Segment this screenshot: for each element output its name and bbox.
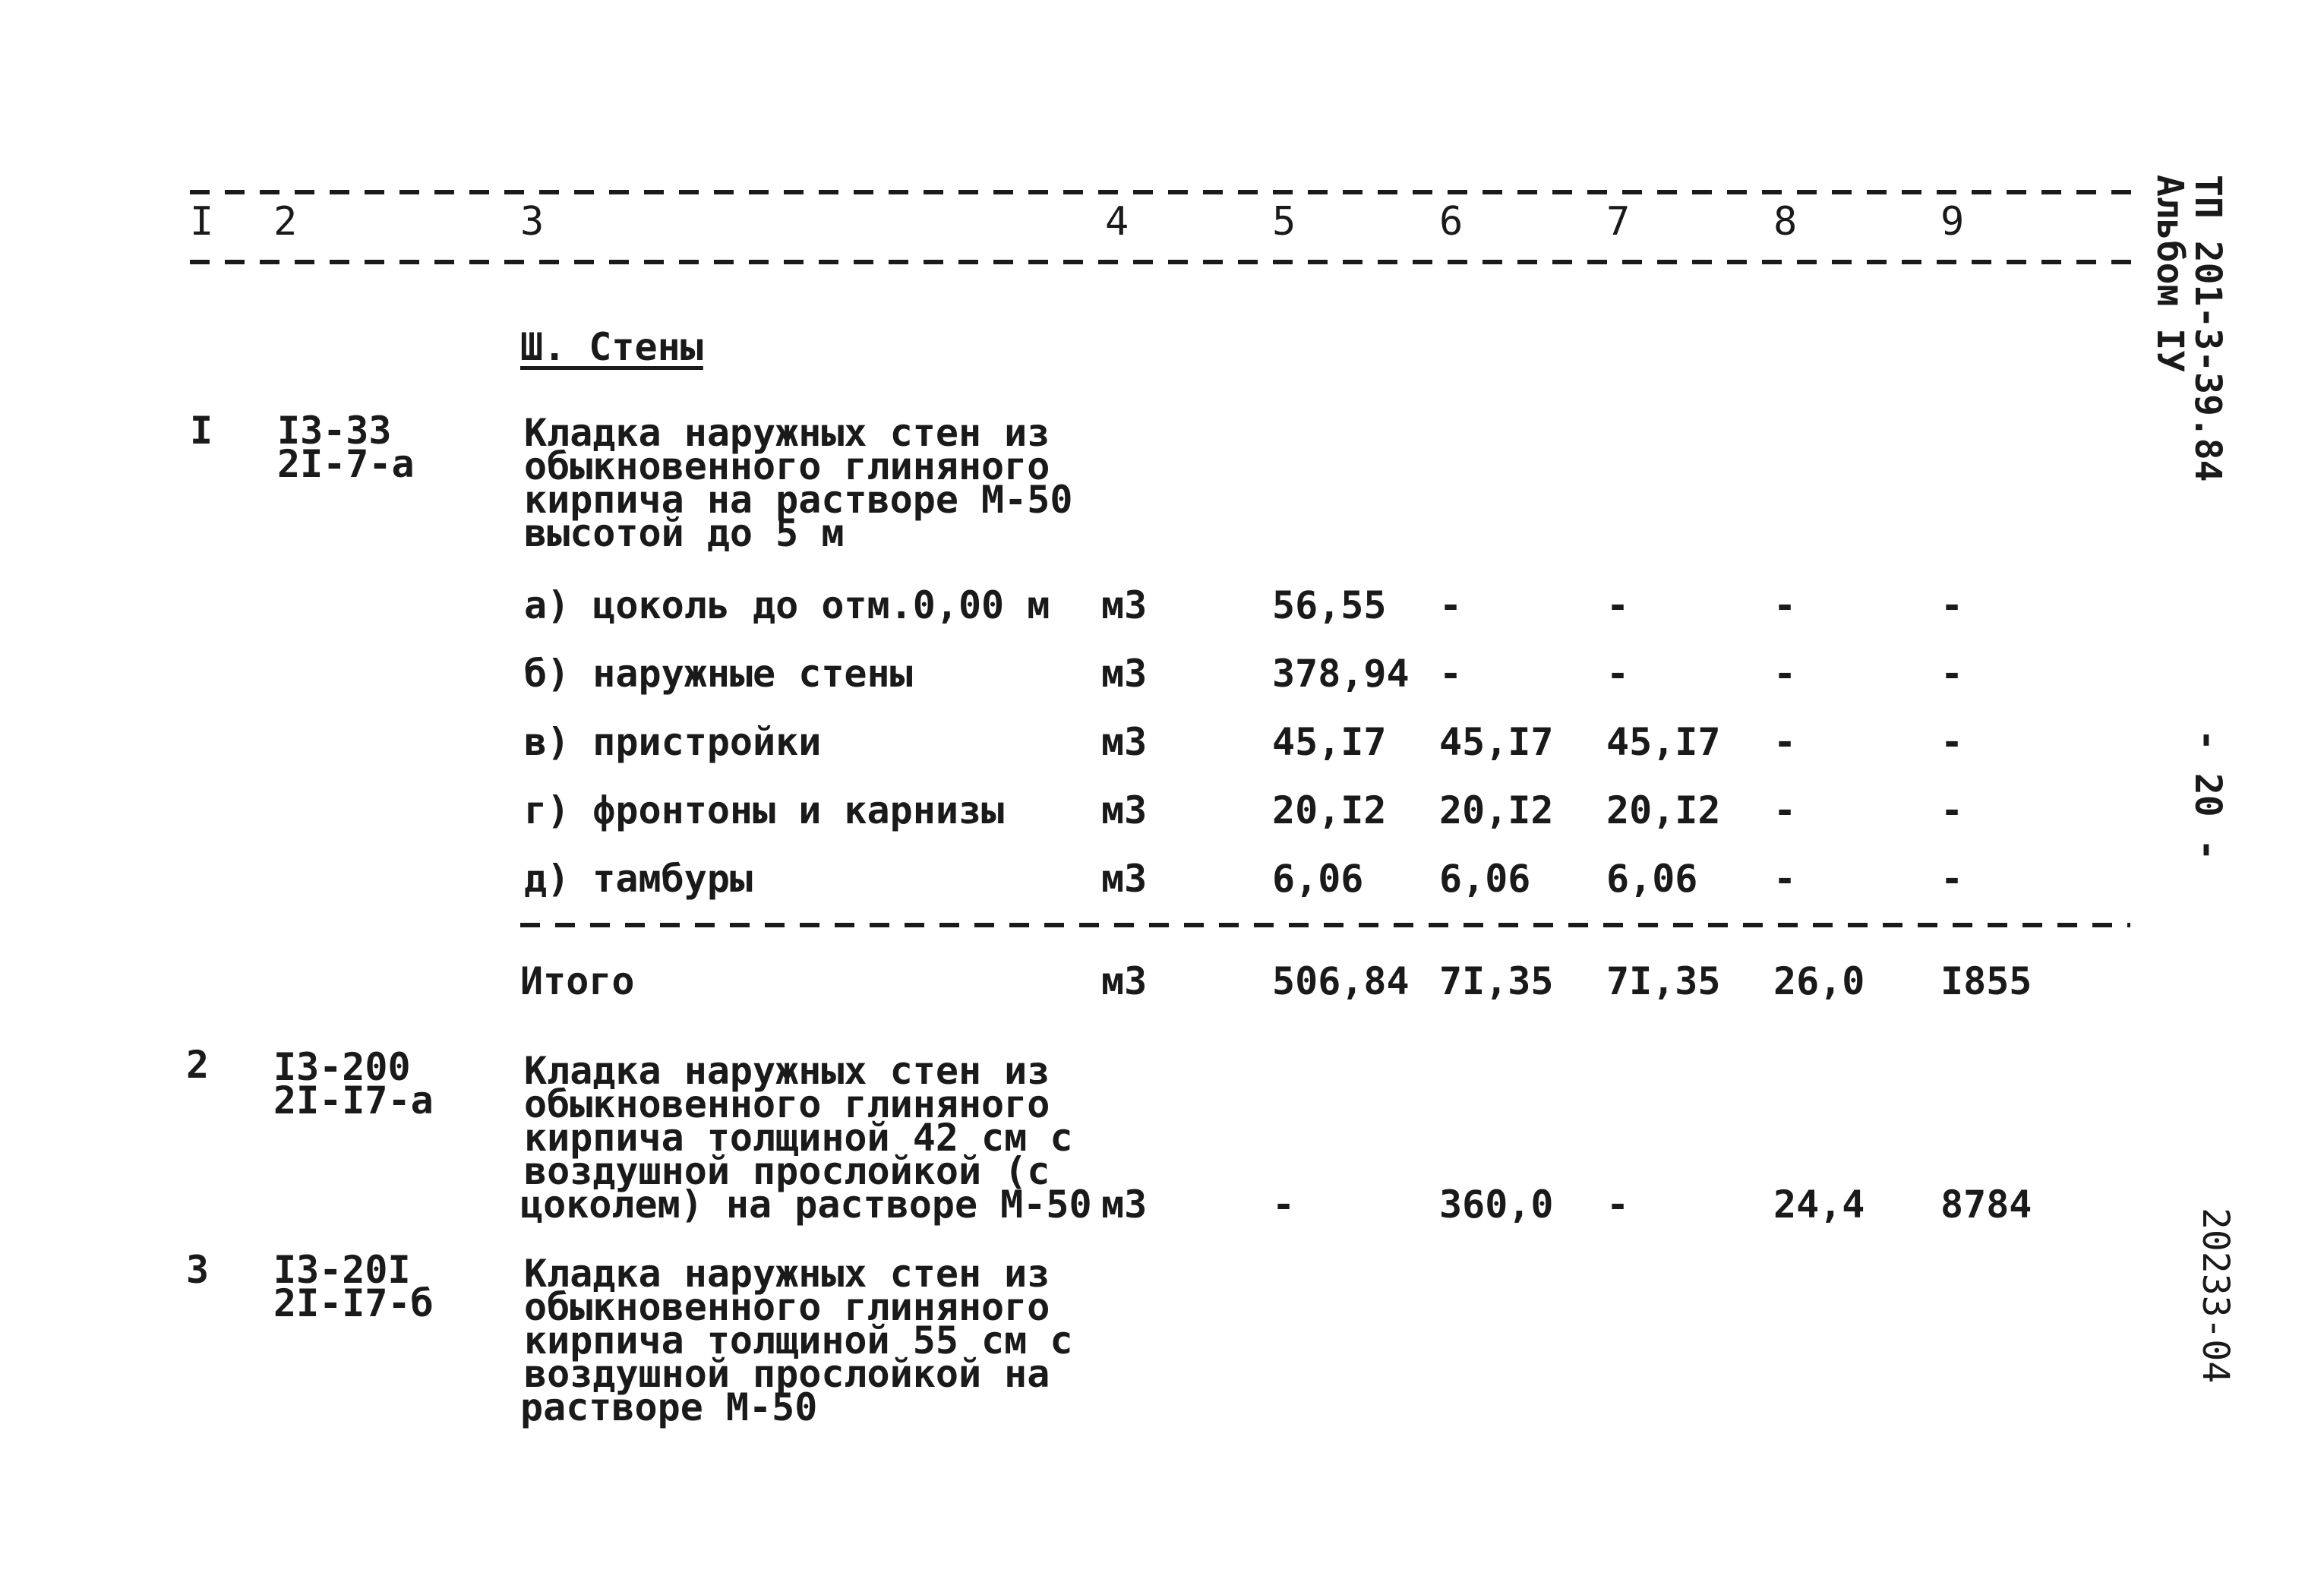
archive-number: 20233-04 — [2194, 1208, 2237, 1384]
total-col8: 26,0 — [1773, 959, 1865, 1003]
col-header-5: 5 — [1272, 199, 1296, 245]
col-header-8: 8 — [1773, 199, 1798, 245]
row-label: б) наружные стены — [524, 652, 913, 696]
item-number: I — [190, 409, 213, 453]
row-col6: - — [1439, 652, 1463, 696]
item-number: 3 — [186, 1248, 210, 1292]
total-unit: м3 — [1101, 959, 1148, 1003]
item-description-line: кирпича толщиной 42 см с — [524, 1116, 1073, 1160]
row-col9: - — [1940, 857, 1964, 901]
item-description-line: кирпича толщиной 55 см с — [524, 1318, 1073, 1363]
row-label: а) цоколь до отм.0,00 м — [524, 583, 1050, 627]
row-label: д) тамбуры — [524, 857, 753, 901]
header-top-rule — [190, 190, 2134, 194]
row-col8: - — [1773, 857, 1797, 901]
row-col8: - — [1773, 788, 1797, 832]
item-description-line: обыкновенного глиняного — [524, 444, 1050, 488]
row-unit: м3 — [1101, 857, 1148, 901]
col-header-9: 9 — [1940, 199, 1965, 245]
total-col7: 7I,35 — [1606, 959, 1721, 1003]
row-col6: 45,I7 — [1439, 720, 1554, 764]
header-bottom-rule — [190, 260, 2134, 264]
row-col9: - — [1940, 788, 1964, 832]
row-unit: м3 — [1101, 1183, 1148, 1227]
row-col8: - — [1773, 583, 1797, 627]
item-description-line: Кладка наружных стен из — [524, 411, 1050, 455]
item-description-line: растворе М-50 — [520, 1385, 818, 1429]
row-col9: - — [1940, 720, 1964, 764]
col-header-6: 6 — [1439, 199, 1464, 245]
item-code: I3-200 — [273, 1045, 411, 1089]
row-unit: м3 — [1101, 652, 1148, 696]
total-label: Итого — [520, 959, 635, 1003]
row-col8: 24,4 — [1773, 1183, 1865, 1227]
document-code: ТП 201-3-39.84 — [2187, 175, 2229, 482]
total-col6: 7I,35 — [1439, 959, 1554, 1003]
row-col7: - — [1606, 1183, 1630, 1227]
row-col5: 20,I2 — [1272, 788, 1387, 832]
album-label: Альбом IУ — [2149, 175, 2191, 373]
item-description-line: обыкновенного глиняного — [524, 1082, 1050, 1126]
col-header-4: 4 — [1105, 199, 1129, 245]
row-col6: 20,I2 — [1439, 788, 1554, 832]
col-header-2: 2 — [273, 199, 298, 245]
item-description-line: Кладка наружных стен из — [524, 1252, 1050, 1296]
col-header-7: 7 — [1606, 199, 1631, 245]
item-description-line: обыкновенного глиняного — [524, 1285, 1050, 1329]
total-col9: I855 — [1940, 959, 2032, 1003]
row-col9: - — [1940, 583, 1964, 627]
row-col7: 20,I2 — [1606, 788, 1721, 832]
item-number: 2 — [186, 1043, 210, 1087]
row-col6: 360,0 — [1439, 1183, 1554, 1227]
row-col9: 8784 — [1940, 1183, 2032, 1227]
row-col7: - — [1606, 583, 1630, 627]
row-col6: - — [1439, 583, 1463, 627]
item-description-line: Кладка наружных стен из — [524, 1049, 1050, 1093]
row-col5: 56,55 — [1272, 583, 1387, 627]
item-code-sub: 2I-I7-б — [273, 1281, 434, 1325]
item-code: I3-20I — [273, 1248, 411, 1292]
item-code-sub: 2I-I7-а — [273, 1078, 434, 1123]
total-rule — [520, 923, 2130, 927]
row-col9: - — [1940, 652, 1964, 696]
row-unit: м3 — [1101, 788, 1148, 832]
row-unit: м3 — [1101, 583, 1148, 627]
row-col5: 378,94 — [1272, 652, 1410, 696]
row-col7: 45,I7 — [1606, 720, 1721, 764]
item-description-line: кирпича на растворе М-50 — [524, 478, 1073, 522]
item-description-line: цоколем) на растворе М-50 — [520, 1183, 1092, 1227]
row-label: в) пристройки — [524, 720, 822, 764]
row-col7: - — [1606, 652, 1630, 696]
row-col5: 6,06 — [1272, 857, 1364, 901]
section-title: Ш. Стены — [520, 325, 703, 369]
item-description-line: воздушной прослойкой на — [524, 1352, 1050, 1396]
row-col7: 6,06 — [1606, 857, 1698, 901]
row-label: г) фронтоны и карнизы — [524, 788, 1005, 832]
row-col8: - — [1773, 720, 1797, 764]
row-unit: м3 — [1101, 720, 1148, 764]
total-col5: 506,84 — [1272, 959, 1410, 1003]
item-description-line: воздушной прослойкой (с — [524, 1149, 1050, 1193]
row-col5: - — [1272, 1183, 1296, 1227]
page-number: - 20 - — [2187, 729, 2229, 861]
row-col5: 45,I7 — [1272, 720, 1387, 764]
col-header-3: 3 — [520, 199, 545, 245]
item-code-sub: 2I-7-а — [277, 442, 415, 486]
col-header-1: I — [190, 199, 214, 245]
row-col6: 6,06 — [1439, 857, 1531, 901]
item-description-line: высотой до 5 м — [524, 511, 845, 555]
row-col8: - — [1773, 652, 1797, 696]
item-code: I3-33 — [277, 409, 392, 453]
